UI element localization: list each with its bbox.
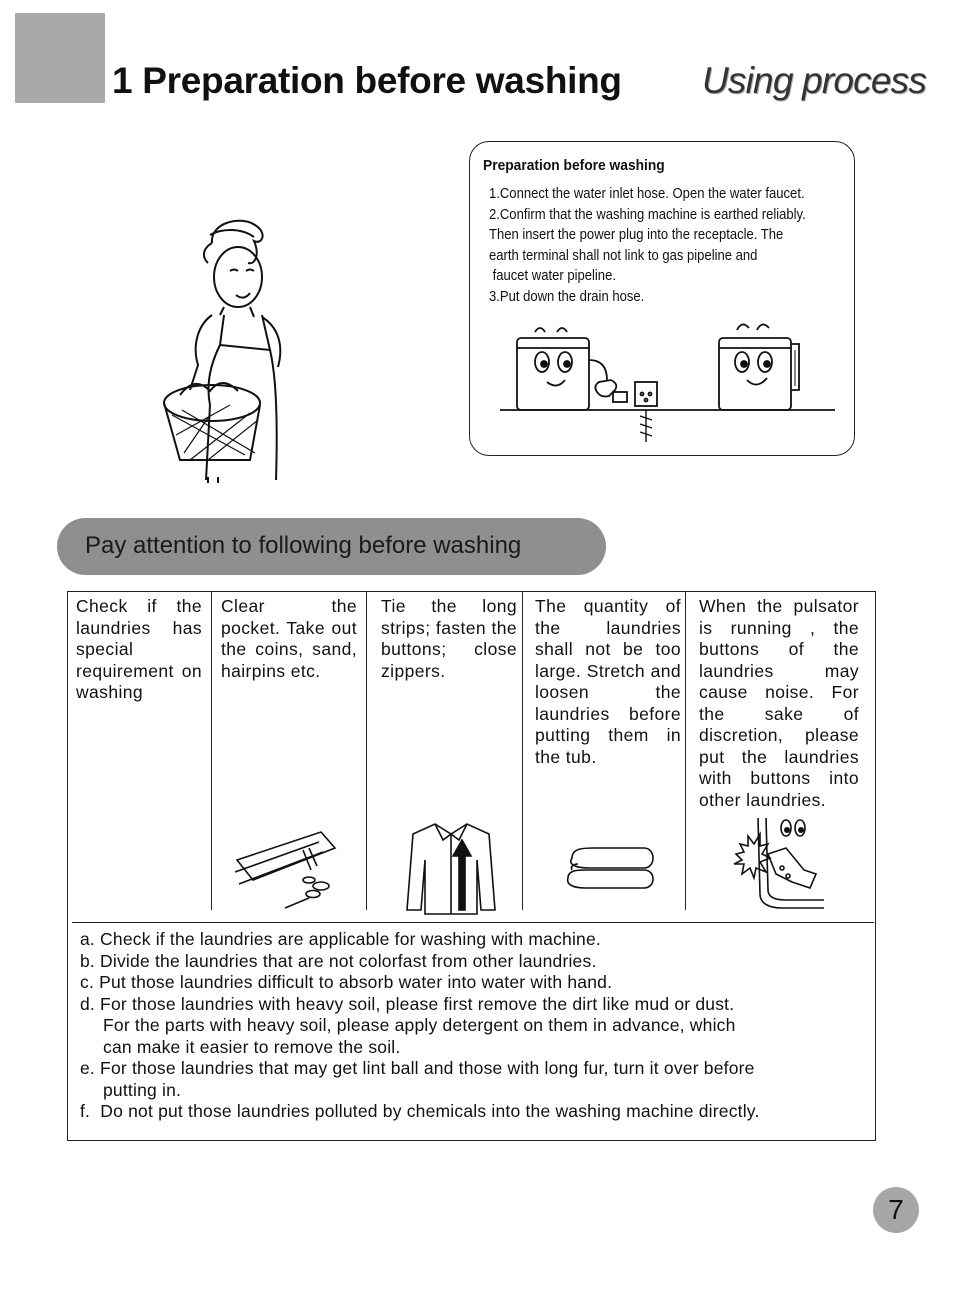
noise-icon [730,814,830,914]
preparation-step-line: Then insert the power plug into the receptacle. The [489,227,784,243]
preparation-step-line: 2.Confirm that the washing machine is earthed reliably. [489,206,806,223]
preparation-step-line: faucet water pipeline. [489,268,616,284]
note-item: d. For those laundries with heavy soil, please first remove the dirt like mud or dust. [80,993,735,1014]
note-item: c. Put those laundries difficult to absorb water into water with hand. [80,972,613,992]
note-item: e. For those laundries that may get lint ball and those with long fur, turn it over before [80,1058,755,1078]
pocket-coins-icon [233,830,341,910]
preparation-steps [489,184,831,307]
page-title: 1 Preparation before washing [112,60,622,101]
attention-banner: Pay attention to following before washing [57,518,606,575]
note-item-continued: For the parts with heavy soil, please apply detergent on them in advance, which [103,1015,736,1035]
shirt-zipper-icon [403,820,499,916]
tip-buttons-noise: When the pulsator is running , the buttons of the laundries may cause noise. For the sake of discretion, please put the laundries with buttons into other laundries. [699,596,859,810]
preparation-step-line: 1.Connect the water inlet hose. Open the water faucet. [489,186,805,202]
note-item: f. Do not put those laundries polluted by chemicals into the washing machine directly. [80,1101,760,1121]
tip-tie-strips: Tie the long strips; fasten the buttons; close zippers. [381,596,517,681]
page-number: 7 [873,1187,919,1233]
column-divider [366,592,367,910]
column-divider [522,592,523,910]
note-item-continued: can make it easier to remove the soil. [103,1036,401,1057]
preparation-heading: Preparation before washing [483,157,665,174]
column-divider [211,592,212,910]
woman-laundry-basket-icon [150,215,310,485]
washing-machines-plug-icon [495,310,840,450]
section-title: Using process [702,60,927,101]
folded-laundry-icon [564,844,656,896]
header-gray-square [15,13,105,103]
column-divider [685,592,686,910]
tips-box [67,591,876,1141]
tip-clear-pocket: Clear the pocket. Take out the coins, sand, hairpins etc. [221,596,357,681]
tips-divider [72,922,874,923]
note-item: b. Divide the laundries that are not colorfast from other laundries. [80,950,597,971]
note-item-continued: putting in. [103,1079,182,1100]
notes-list [80,929,760,1123]
preparation-step-line: earth terminal shall not link to gas pipeline and [489,247,758,264]
preparation-step-line: 3.Put down the drain hose. [489,288,645,305]
tip-special-requirement: Check if the laundries has special requirement on washing [76,596,202,702]
note-item: a. Check if the laundries are applicable for washing with machine. [80,929,601,949]
tip-quantity: The quantity of the laundries shall not be too large. Stretch and loosen the laundries before putting them in the tub. [535,596,681,767]
preparation-box [469,141,855,456]
